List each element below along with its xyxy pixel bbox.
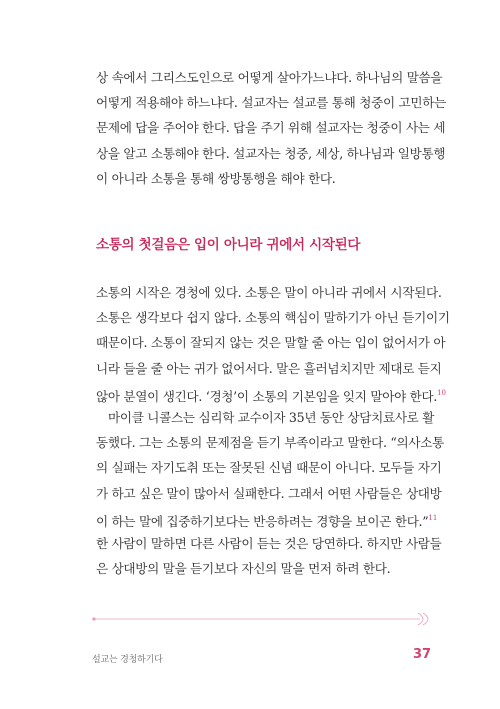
decorative-divider (92, 612, 432, 626)
section-heading: 소통의 첫걸음은 입이 아니라 귀에서 시작된다 (96, 237, 361, 253)
text-segment: 않아 분열이 생긴다. ‘경청’이 소통의 기본임을 잊지 말아야 한다. (96, 388, 438, 404)
text-line (96, 506, 438, 531)
text-line: 가 하고 싶은 말이 많아서 실패한다. 그래서 어떤 사람들은 상대방 (96, 485, 442, 501)
paragraph-3 (96, 405, 444, 581)
text-line: 때문이다. 소통이 잘되지 않는 것은 말할 줄 아는 입이 없어서가 아 (96, 335, 446, 351)
text-line: 동했다. 그는 소통의 문제점을 듣기 부족이라고 말한다. “의사소통 (96, 435, 444, 451)
text-line: 니라 들을 줄 아는 귀가 없어서다. 말은 흘러넘치지만 제대로 듣지 (96, 360, 442, 376)
paragraph-1 (96, 65, 446, 191)
text-segment: 이 하는 말에 집중하기보다는 반응하려는 경향을 보이곤 한다.” (96, 513, 429, 529)
text-line: 이 아니라 소통을 통해 쌍방통행을 해야 한다. (96, 170, 336, 186)
running-footer-title: 설교는 경청하기다 (92, 655, 163, 665)
text-line: 문제에 답을 주어야 한다. 답을 주기 위해 설교자는 청중이 사는 세 (96, 120, 446, 136)
text-line: 의 실패는 자기도취 또는 잘못된 신념 때문이 아니다. 모두들 자기 (96, 460, 442, 476)
text-line (96, 381, 446, 406)
paragraph-2 (96, 280, 450, 406)
text-line: 상 속에서 그리스도인으로 어떻게 살아가느냐다. 하나님의 말씀을 (96, 70, 443, 85)
footnote-marker-10[interactable]: 10 (437, 388, 446, 397)
text-line: 소통의 시작은 경청에 있다. 소통은 말이 아니라 귀에서 시작된다. (96, 285, 442, 300)
text-line: 상을 알고 소통해야 한다. 설교자는 청중, 세상, 하나님과 일방통행 (96, 145, 446, 161)
text-line: 은 상대방의 말을 듣기보다 자신의 말을 먼저 하려 한다. (96, 561, 391, 577)
text-line: 한 사람이 말하면 다른 사람이 듣는 것은 당연하다. 하지만 사람들 (96, 535, 442, 551)
text-line: 어떻게 적용해야 하느냐다. 설교자는 설교를 통해 청중이 고민하는 (96, 95, 446, 111)
footnote-marker-11[interactable]: 11 (428, 513, 438, 522)
page-number: 37 (413, 647, 432, 662)
text-line: 마이클 니콜스는 심리학 교수이자 35년 동안 상담치료사로 활 (108, 410, 435, 425)
text-line: 소통은 생각보다 쉽지 않다. 소통의 핵심이 말하기가 아닌 듣기이기 (96, 310, 450, 326)
